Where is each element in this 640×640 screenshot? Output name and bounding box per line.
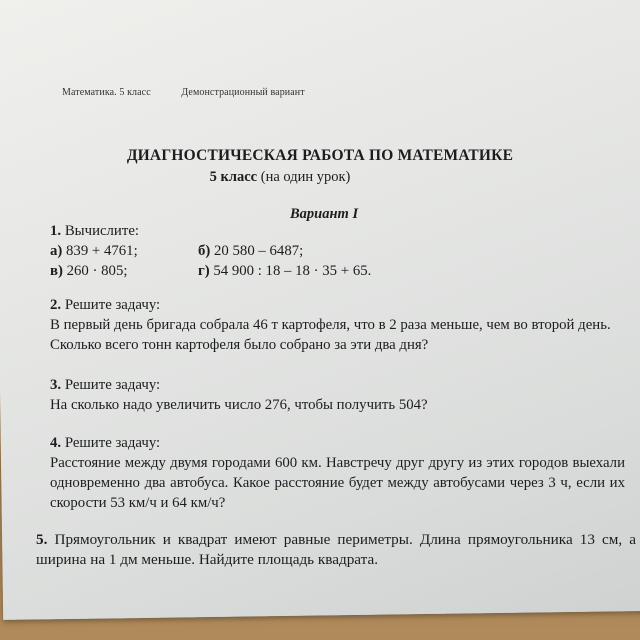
item-expression: 54 900 : 18 – 18 · 35 + 65. [213, 263, 372, 279]
task-number: 5. [36, 531, 48, 548]
header-subject: Математика. 5 класс [62, 87, 151, 98]
task-heading: Решите задачу: [64, 297, 161, 313]
task-1 [50, 221, 458, 281]
page-title: ДИАГНОСТИЧЕСКАЯ РАБОТА ПО МАТЕМАТИКЕ [126, 147, 514, 164]
page-header [62, 87, 333, 98]
task-1-item-v [50, 261, 198, 281]
task-5-body [36, 530, 636, 570]
task-4 [50, 433, 625, 513]
task-5 [36, 530, 636, 570]
task-1-item-a [50, 241, 198, 261]
task-1-item-g [198, 261, 458, 281]
task-1-item-b [198, 241, 458, 261]
task-3 [50, 375, 610, 415]
task-heading: Вычислите: [64, 223, 139, 239]
task-3-text: На сколько надо увеличить число 276, чтобы получить 504? [50, 397, 428, 413]
subtitle-grade: 5 класс [209, 169, 258, 185]
item-label: б) [198, 243, 211, 259]
page-subtitle [0, 169, 560, 186]
task-1-items [50, 241, 458, 281]
task-number: 3. [50, 377, 62, 393]
item-label: в) [50, 263, 63, 279]
item-expression: 20 580 – 6487; [214, 243, 304, 259]
task-heading: Решите задачу: [64, 435, 161, 451]
task-4-text: Расстояние между двумя городами 600 км. Навстречу друг другу из этих городов выехали одновременно два автобуса. Какое расстояние будет между автобусами через 3 ч, если их скорости 53 км/ч и 64 км/ч? [50, 455, 625, 511]
task-5-text: Прямоугольник и квадрат имеют равные периметры. Длина прямоугольника 13 см, а ширина на 1 дм меньше. Найдите площадь квадрата. [36, 531, 637, 568]
item-expression: 839 + 4761; [66, 243, 138, 259]
task-2 [50, 295, 620, 355]
task-number: 1. [50, 223, 62, 239]
task-number: 2. [50, 297, 62, 313]
header-variant-type: Демонстрационный вариант [181, 87, 305, 98]
item-label: г) [198, 263, 210, 279]
item-label: а) [50, 243, 63, 259]
variant-label: Вариант I [290, 206, 359, 222]
item-expression: 260 · 805; [66, 263, 128, 279]
subtitle-duration: (на один урок) [260, 169, 351, 185]
task-2-text: В первый день бригада собрала 46 т картофеля, что в 2 раза меньше, чем во второй день. Сколько всего тонн картофеля было собрано за эти два дня? [50, 317, 611, 353]
task-number: 4. [50, 435, 62, 451]
task-heading: Решите задачу: [64, 377, 161, 393]
